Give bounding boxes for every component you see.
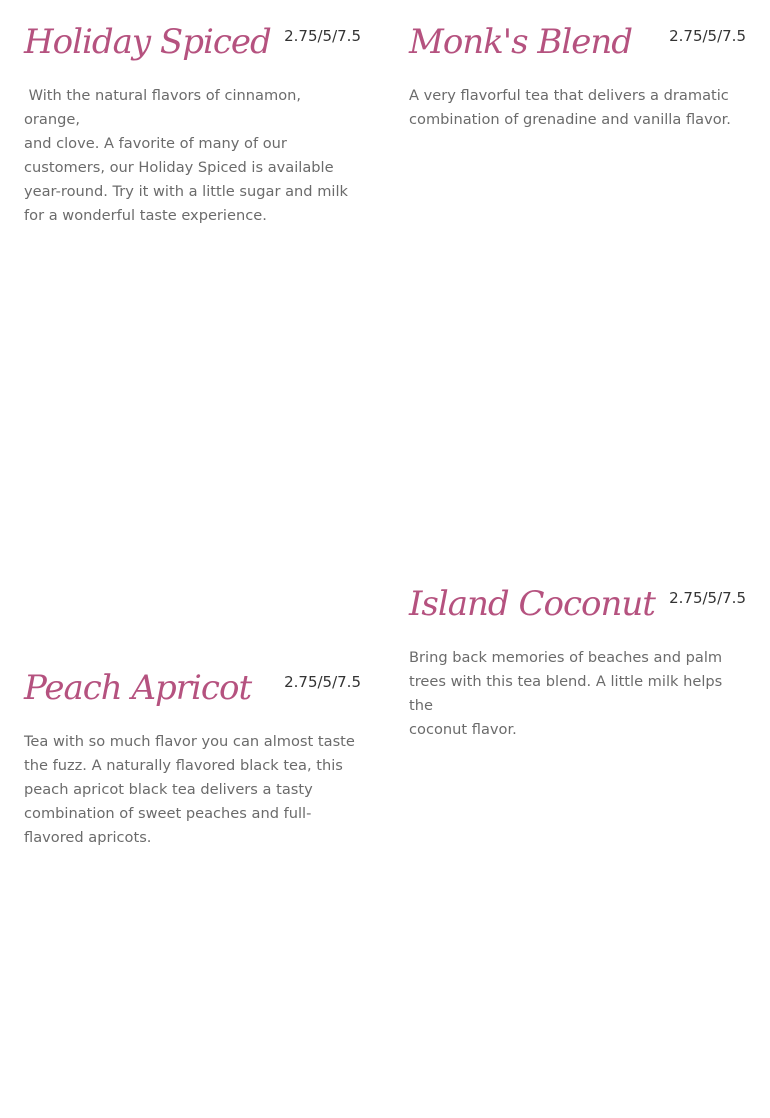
tea-description: A very flavorful tea that delivers a dramatic combination of grenadine and vanilla flavor.: [409, 87, 731, 128]
tea-price: 2.75/5/7.5: [669, 27, 746, 45]
tea-description: Bring back memories of beaches and palm trees with this tea blend. A little milk helps the coconut flavor.: [409, 649, 723, 738]
tea-name: Holiday Spiced: [24, 22, 271, 62]
tea-name: Peach Apricot: [24, 668, 252, 708]
tea-name: Island Coconut: [409, 584, 655, 624]
tea-name: Monk's Blend: [409, 22, 633, 62]
tea-description: With the natural flavors of cinnamon, orange, and clove. A favorite of many of our customers, our Holiday Spiced is available year-round. Try it with a little sugar and milk for a wonderful taste experience.: [24, 87, 348, 224]
tea-description: Tea with so much flavor you can almost taste the fuzz. A naturally flavored black tea, this peach apricot black tea delivers a tasty combination of sweet peaches and full- flavored apricots.: [24, 733, 355, 846]
tea-price: 2.75/5/7.5: [284, 27, 361, 45]
tea-price: 2.75/5/7.5: [669, 589, 746, 607]
tea-price: 2.75/5/7.5: [284, 673, 361, 691]
